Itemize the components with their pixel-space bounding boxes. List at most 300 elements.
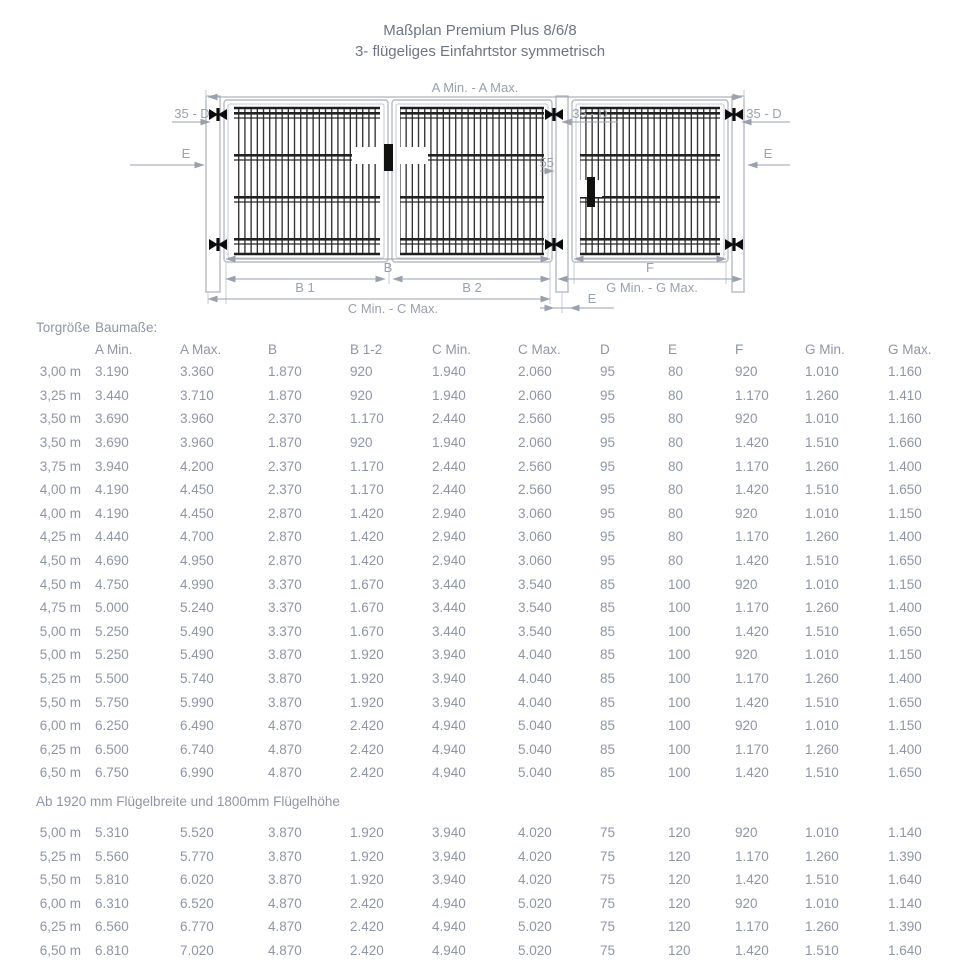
- table-section: [0, 821, 960, 963]
- table-cell: 1.170: [735, 387, 769, 403]
- table-cell: 95: [600, 387, 616, 403]
- table-cell: 1.640: [888, 942, 922, 958]
- dim-label-e-left: E: [181, 146, 191, 161]
- table-cell: 3.540: [518, 576, 552, 592]
- table-cell: 4.940: [432, 942, 466, 958]
- table-cell: 75: [600, 872, 616, 888]
- table-cell: 5.990: [180, 694, 214, 710]
- table-cell: 920: [350, 364, 373, 380]
- table-cell: 5.040: [518, 718, 552, 734]
- table-cell: 100: [668, 718, 691, 734]
- table-cell: 6.310: [95, 895, 129, 911]
- table-cell: 1.510: [805, 872, 839, 888]
- table-cell: 2.420: [350, 741, 384, 757]
- table-cell: 80: [668, 482, 684, 498]
- cell-torgroesse: 5,25 m: [39, 848, 81, 864]
- table-cell: 95: [600, 529, 616, 545]
- table-cell: 6.020: [180, 872, 214, 888]
- column-header: C Min.: [432, 341, 472, 357]
- table-cell: 3.940: [95, 458, 129, 474]
- table-cell: 3.870: [268, 671, 302, 687]
- table-row: [0, 549, 960, 573]
- table-cell: 920: [735, 576, 758, 592]
- table-cell: 5.020: [518, 895, 552, 911]
- dim-label-a: A Min. - A Max.: [431, 80, 519, 95]
- table-cell: 3.370: [268, 600, 302, 616]
- table-cell: 1.420: [735, 872, 769, 888]
- table-cell: 1.420: [735, 694, 769, 710]
- table-cell: 3.940: [432, 694, 466, 710]
- table-cell: 4.940: [432, 765, 466, 781]
- table-cell: 2.370: [268, 411, 302, 427]
- dim-label-c: C Min. - C Max.: [347, 301, 439, 316]
- table-cell: 3.190: [95, 364, 129, 380]
- column-header: C Max.: [518, 341, 561, 357]
- table-cell: 1.420: [735, 765, 769, 781]
- table-cell: 1.420: [735, 942, 769, 958]
- table-cell: 80: [668, 411, 684, 427]
- table-row: [0, 431, 960, 455]
- table-cell: 1.010: [805, 411, 839, 427]
- table-cell: 95: [600, 458, 616, 474]
- table-cell: 1.420: [350, 529, 384, 545]
- mesh-panel-2: [400, 107, 544, 255]
- cell-torgroesse: 6,00 m: [39, 895, 81, 911]
- table-row: [0, 384, 960, 408]
- cell-torgroesse: 4,75 m: [39, 600, 81, 616]
- table-cell: 80: [668, 458, 684, 474]
- table-cell: 2.870: [268, 505, 302, 521]
- table-cell: 4.690: [95, 553, 129, 569]
- table-cell: 3.940: [432, 824, 466, 840]
- table-cell: 2.440: [432, 411, 466, 427]
- table-cell: 1.150: [888, 505, 922, 521]
- table-cell: 85: [600, 576, 616, 592]
- table-cell: 4.040: [518, 671, 552, 687]
- column-header-row: [0, 338, 960, 360]
- title-line-2: 3- flügeliges Einfahrtstor symmetrisch: [354, 43, 606, 60]
- cell-torgroesse: 5,00 m: [39, 623, 81, 639]
- table-row: [0, 939, 960, 963]
- table-cell: 5.500: [95, 671, 129, 687]
- table-cell: 1.510: [805, 435, 839, 451]
- table-cell: 6.250: [95, 718, 129, 734]
- table-cell: 4.440: [95, 529, 129, 545]
- table-cell: 3.940: [432, 671, 466, 687]
- table-cell: 3.440: [432, 623, 466, 639]
- table-cell: 4.750: [95, 576, 129, 592]
- table-cell: 1.170: [735, 529, 769, 545]
- table-group-header: [0, 317, 960, 338]
- table-cell: 85: [600, 718, 616, 734]
- lock-bar-icon: [384, 144, 393, 171]
- table-cell: 5.310: [95, 824, 129, 840]
- table-cell: 2.940: [432, 529, 466, 545]
- table-cell: 1.920: [350, 848, 384, 864]
- table-cell: 95: [600, 411, 616, 427]
- table-cell: 2.420: [350, 919, 384, 935]
- table-cell: 1.920: [350, 694, 384, 710]
- table-cell: 1.650: [888, 553, 922, 569]
- table-cell: 1.150: [888, 647, 922, 663]
- table-cell: 75: [600, 895, 616, 911]
- table-section: [0, 360, 960, 785]
- latch-bar-icon: [587, 177, 595, 207]
- table-cell: 3.540: [518, 600, 552, 616]
- table-row: [0, 714, 960, 738]
- table-cell: 1.170: [735, 600, 769, 616]
- table-cell: 6.520: [180, 895, 214, 911]
- table-cell: 3.370: [268, 576, 302, 592]
- table-cell: 120: [668, 848, 691, 864]
- table-cell: 3.440: [432, 576, 466, 592]
- table-cell: 2.420: [350, 718, 384, 734]
- table-cell: 4.870: [268, 895, 302, 911]
- post-middle: [556, 96, 568, 292]
- table-cell: 1.400: [888, 741, 922, 757]
- table-cell: 1.650: [888, 482, 922, 498]
- table-cell: 120: [668, 824, 691, 840]
- table-cell: 1.650: [888, 694, 922, 710]
- table-cell: 4.020: [518, 848, 552, 864]
- table-cell: 5.040: [518, 741, 552, 757]
- table-cell: 6.740: [180, 741, 214, 757]
- table-cell: 1.400: [888, 458, 922, 474]
- cell-torgroesse: 3,00 m: [39, 364, 81, 380]
- dimension-table: [0, 317, 960, 962]
- table-cell: 1.660: [888, 435, 922, 451]
- table-cell: 5.040: [518, 765, 552, 781]
- table-cell: 6.500: [95, 741, 129, 757]
- table-cell: 1.170: [350, 458, 384, 474]
- table-cell: 2.420: [350, 765, 384, 781]
- table-cell: 4.940: [432, 919, 466, 935]
- table-cell: 1.010: [805, 576, 839, 592]
- table-cell: 2.870: [268, 553, 302, 569]
- table-row: [0, 572, 960, 596]
- table-row: [0, 502, 960, 526]
- header-torgroesse: Torgröße: [36, 320, 91, 335]
- table-cell: 1.260: [805, 387, 839, 403]
- table-cell: 6.770: [180, 919, 214, 935]
- table-cell: 3.060: [518, 529, 552, 545]
- table-cell: 2.440: [432, 458, 466, 474]
- table-cell: 1.420: [350, 505, 384, 521]
- table-cell: 80: [668, 435, 684, 451]
- table-cell: 1.160: [888, 364, 922, 380]
- table-row: [0, 454, 960, 478]
- table-cell: 920: [735, 505, 758, 521]
- table-cell: 5.740: [180, 671, 214, 687]
- column-header: D: [600, 341, 610, 357]
- table-row: [0, 844, 960, 868]
- cell-torgroesse: 4,50 m: [39, 553, 81, 569]
- table-cell: 4.870: [268, 765, 302, 781]
- table-row: [0, 891, 960, 915]
- table-cell: 80: [668, 553, 684, 569]
- table-cell: 2.420: [350, 942, 384, 958]
- table-cell: 2.420: [350, 895, 384, 911]
- table-row: [0, 478, 960, 502]
- post-left: [206, 96, 220, 292]
- table-cell: 5.770: [180, 848, 214, 864]
- column-header: G Max.: [888, 341, 932, 357]
- table-cell: 2.870: [268, 529, 302, 545]
- table-cell: 1.420: [350, 553, 384, 569]
- table-cell: 120: [668, 895, 691, 911]
- lock-gap-left: [352, 147, 380, 164]
- table-cell: 100: [668, 623, 691, 639]
- table-cell: 3.710: [180, 387, 214, 403]
- column-header: F: [735, 341, 744, 357]
- table-cell: 4.190: [95, 482, 129, 498]
- cell-torgroesse: 6,25 m: [39, 919, 81, 935]
- table-cell: 1.010: [805, 718, 839, 734]
- table-cell: 85: [600, 623, 616, 639]
- table-cell: 1.010: [805, 505, 839, 521]
- table-cell: 95: [600, 364, 616, 380]
- cell-torgroesse: 6,00 m: [39, 718, 81, 734]
- table-cell: 3.690: [95, 435, 129, 451]
- table-cell: 1.150: [888, 718, 922, 734]
- table-cell: 5.240: [180, 600, 214, 616]
- table-cell: 1.400: [888, 529, 922, 545]
- table-cell: 4.870: [268, 718, 302, 734]
- table-cell: 1.670: [350, 600, 384, 616]
- table-cell: 1.260: [805, 529, 839, 545]
- table-cell: 1.170: [735, 458, 769, 474]
- table-cell: 1.920: [350, 824, 384, 840]
- table-cell: 920: [735, 647, 758, 663]
- header-baumasse: Baumaße:: [95, 320, 158, 335]
- column-header: A Max.: [180, 341, 222, 357]
- table-cell: 920: [350, 435, 373, 451]
- cell-torgroesse: 6,50 m: [39, 765, 81, 781]
- table-cell: 3.360: [180, 364, 214, 380]
- table-cell: 3.940: [432, 872, 466, 888]
- table-cell: 1.510: [805, 623, 839, 639]
- table-cell: 920: [735, 824, 758, 840]
- table-cell: 920: [735, 364, 758, 380]
- table-cell: 80: [668, 364, 684, 380]
- table-cell: 100: [668, 576, 691, 592]
- table-cell: 920: [735, 718, 758, 734]
- table-cell: 4.870: [268, 741, 302, 757]
- table-cell: 1.870: [268, 387, 302, 403]
- table-cell: 1.920: [350, 872, 384, 888]
- table-cell: 1.640: [888, 872, 922, 888]
- cell-torgroesse: 5,50 m: [39, 694, 81, 710]
- table-cell: 4.450: [180, 482, 214, 498]
- table-cell: 6.810: [95, 942, 129, 958]
- dim-label-b: B: [383, 260, 393, 275]
- table-cell: 1.400: [888, 671, 922, 687]
- table-cell: 2.560: [518, 458, 552, 474]
- table-cell: 1.870: [268, 435, 302, 451]
- table-cell: 3.870: [268, 647, 302, 663]
- table-cell: 3.870: [268, 694, 302, 710]
- table-cell: 2.370: [268, 458, 302, 474]
- table-cell: 1.420: [735, 623, 769, 639]
- table-cell: 1.140: [888, 895, 922, 911]
- dim-label-f: F: [646, 260, 654, 275]
- table-cell: 80: [668, 387, 684, 403]
- column-header: B: [268, 341, 278, 357]
- table-cell: 1.390: [888, 919, 922, 935]
- table-row: [0, 360, 960, 384]
- table-cell: 1.940: [432, 364, 466, 380]
- table-cell: 4.940: [432, 741, 466, 757]
- table-cell: 5.020: [518, 919, 552, 935]
- dim-label-35d-middle: 35 - D: [572, 106, 608, 121]
- table-cell: 5.250: [95, 647, 129, 663]
- table-cell: 85: [600, 647, 616, 663]
- table-cell: 7.020: [180, 942, 214, 958]
- dim-label-35d-right: 35 - D: [746, 106, 782, 121]
- table-cell: 5.490: [180, 623, 214, 639]
- table-cell: 1.920: [350, 647, 384, 663]
- table-cell: 1.260: [805, 919, 839, 935]
- table-cell: 1.510: [805, 482, 839, 498]
- table-cell: 100: [668, 671, 691, 687]
- table-cell: 5.810: [95, 872, 129, 888]
- column-header: B 1-2: [350, 341, 383, 357]
- table-cell: 1.260: [805, 458, 839, 474]
- table-cell: 1.920: [350, 671, 384, 687]
- title-line-1: Maßplan Premium Plus 8/6/8: [383, 22, 577, 39]
- table-cell: 920: [735, 895, 758, 911]
- cell-torgroesse: 4,00 m: [39, 482, 81, 498]
- table-cell: 1.940: [432, 387, 466, 403]
- table-cell: 2.560: [518, 482, 552, 498]
- table-cell: 2.940: [432, 553, 466, 569]
- table-cell: 4.040: [518, 694, 552, 710]
- cell-torgroesse: 6,25 m: [39, 741, 81, 757]
- table-cell: 6.560: [95, 919, 129, 935]
- table-cell: 3.690: [95, 411, 129, 427]
- cell-torgroesse: 5,00 m: [39, 647, 81, 663]
- table-cell: 1.010: [805, 364, 839, 380]
- table-cell: 3.960: [180, 411, 214, 427]
- table-cell: 4.020: [518, 824, 552, 840]
- table-cell: 3.870: [268, 848, 302, 864]
- table-cell: 4.020: [518, 872, 552, 888]
- table-cell: 1.420: [735, 553, 769, 569]
- table-row: [0, 596, 960, 620]
- table-cell: 1.670: [350, 576, 384, 592]
- table-cell: 85: [600, 765, 616, 781]
- cell-torgroesse: 5,25 m: [39, 671, 81, 687]
- table-cell: 2.560: [518, 411, 552, 427]
- table-cell: 3.870: [268, 824, 302, 840]
- table-cell: 3.060: [518, 553, 552, 569]
- table-cell: 920: [350, 387, 373, 403]
- table-cell: 3.940: [432, 647, 466, 663]
- table-cell: 75: [600, 919, 616, 935]
- mesh-panel-1: [234, 107, 380, 255]
- table-cell: 6.490: [180, 718, 214, 734]
- page-title: [0, 20, 960, 62]
- table-cell: 3.960: [180, 435, 214, 451]
- table-cell: 6.750: [95, 765, 129, 781]
- cell-torgroesse: 4,00 m: [39, 505, 81, 521]
- table-cell: 4.870: [268, 942, 302, 958]
- table-cell: 75: [600, 942, 616, 958]
- table-cell: 3.540: [518, 623, 552, 639]
- table-cell: 1.400: [888, 600, 922, 616]
- lock-gap-right: [400, 147, 428, 164]
- table-cell: 75: [600, 824, 616, 840]
- cell-torgroesse: 3,25 m: [39, 387, 81, 403]
- table-row: [0, 868, 960, 892]
- table-cell: 4.950: [180, 553, 214, 569]
- column-header: E: [668, 341, 678, 357]
- table-cell: 1.170: [350, 482, 384, 498]
- table-cell: 3.440: [432, 600, 466, 616]
- table-cell: 1.870: [268, 364, 302, 380]
- table-cell: 3.870: [268, 872, 302, 888]
- table-cell: 1.390: [888, 848, 922, 864]
- table-row: [0, 761, 960, 785]
- dim-label-g: G Min. - G Max.: [606, 280, 698, 295]
- table-cell: 4.940: [432, 895, 466, 911]
- dim-label-e-right: E: [763, 146, 773, 161]
- dim-label-55: 55: [539, 155, 554, 170]
- table-cell: 85: [600, 741, 616, 757]
- table-cell: 100: [668, 765, 691, 781]
- table-cell: 1.510: [805, 942, 839, 958]
- table-cell: 85: [600, 671, 616, 687]
- table-cell: 1.410: [888, 387, 922, 403]
- table-cell: 1.260: [805, 671, 839, 687]
- table-row: [0, 525, 960, 549]
- table-cell: 1.010: [805, 824, 839, 840]
- table-cell: 1.140: [888, 824, 922, 840]
- table-cell: 1.170: [350, 411, 384, 427]
- table-cell: 4.040: [518, 647, 552, 663]
- column-header: G Min.: [805, 341, 845, 357]
- table-cell: 5.750: [95, 694, 129, 710]
- table-cell: 100: [668, 647, 691, 663]
- table-cell: 6.990: [180, 765, 214, 781]
- post-right: [732, 96, 744, 292]
- table-cell: 4.870: [268, 919, 302, 935]
- cell-torgroesse: 3,50 m: [39, 411, 81, 427]
- table-cell: 3.940: [432, 848, 466, 864]
- cell-torgroesse: 6,50 m: [39, 942, 81, 958]
- table-cell: 5.560: [95, 848, 129, 864]
- table-cell: 3.370: [268, 623, 302, 639]
- cell-torgroesse: 3,50 m: [39, 435, 81, 451]
- table-cell: 95: [600, 553, 616, 569]
- table-cell: 1.420: [735, 482, 769, 498]
- table-cell: 1.510: [805, 765, 839, 781]
- table-cell: 1.670: [350, 623, 384, 639]
- table-cell: 85: [600, 694, 616, 710]
- table-cell: 3.060: [518, 505, 552, 521]
- dim-label-b1: B 1: [295, 280, 315, 295]
- cell-torgroesse: 4,25 m: [39, 529, 81, 545]
- cell-torgroesse: 5,00 m: [39, 824, 81, 840]
- table-cell: 1.010: [805, 895, 839, 911]
- table-cell: 95: [600, 435, 616, 451]
- table-sections: [0, 360, 960, 962]
- table-row: [0, 407, 960, 431]
- table-cell: 1.940: [432, 435, 466, 451]
- table-cell: 1.650: [888, 623, 922, 639]
- table-row: [0, 690, 960, 714]
- table-cell: 4.200: [180, 458, 214, 474]
